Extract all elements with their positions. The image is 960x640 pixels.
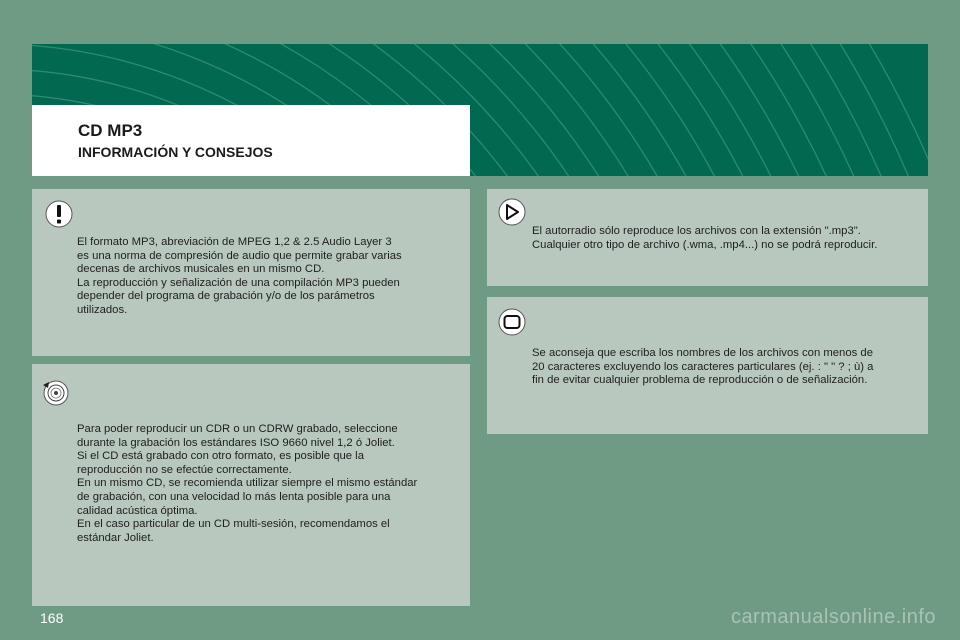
cd-advice-panel <box>32 364 470 606</box>
page-title: CD MP3 <box>78 121 143 140</box>
note-icon <box>497 307 527 337</box>
play-icon <box>497 197 527 227</box>
cd-advice-text: Para poder reproducir un CDR o un CDRW grabado, seleccione durante la grabación los estándares ISO 9660 nivel 1,2 ó Joliet. Si el CD está grabado con otro formato, es posible que la reproducción no se efectúe correctamente. En un mismo CD, se recomienda utilizar siempre el mismo estándar de grabación, con una velocidad lo más lenta posible para una calidad acústica óptima. En el caso particular de un CD multi-sesión, recomendamos el estándar Joliet. <box>77 423 418 544</box>
title-box <box>32 105 470 176</box>
playback-panel <box>487 189 928 286</box>
naming-text: Se aconseja que escriba los nombres de los archivos con menos de 20 caracteres excluyendo los caracteres particulares (ej. : " " ? ; ù) a fin de evitar cualquier problema de reproducción o de señalización. <box>532 347 874 387</box>
cd-icon <box>40 378 72 408</box>
playback-text: El autorradio sólo reproduce los archivos con la extensión ".mp3". Cualquier otro tipo de archivo (.wma, .mp4...) no se podrá reproducir. <box>532 225 878 251</box>
watermark: carmanualsonline.info <box>730 606 936 628</box>
warning-panel <box>32 189 470 356</box>
page-subtitle: INFORMACIÓN Y CONSEJOS <box>78 144 273 160</box>
warning-text: El formato MP3, abreviación de MPEG 1,2 & 2.5 Audio Layer 3 es una norma de compresión de audio que permite grabar varias decenas de archivos musicales en un mismo CD. La reproducción y señalización de una compilación MP3 pueden depender del programa de grabación y/o de los parámetros utilizados. <box>77 236 402 316</box>
naming-panel <box>487 297 928 434</box>
exclamation-icon <box>44 199 74 229</box>
page-number: 168 <box>40 610 64 626</box>
